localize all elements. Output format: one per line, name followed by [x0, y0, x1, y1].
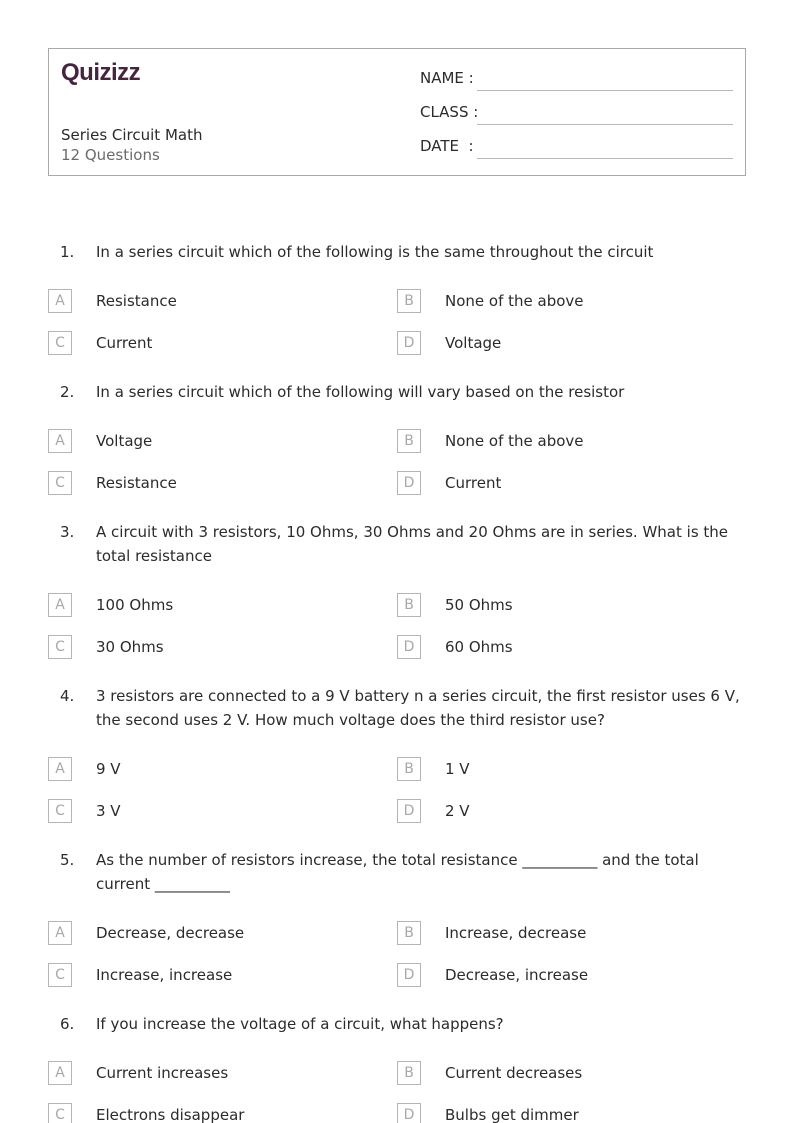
option-text: 60 Ohms — [445, 638, 513, 656]
option-letter-box: B — [397, 593, 421, 617]
option-text: Resistance — [96, 474, 177, 492]
option-letter-box: C — [48, 963, 72, 987]
option-text: Decrease, decrease — [96, 924, 245, 942]
option-text: Current — [445, 474, 502, 492]
question-count: 12 Questions — [61, 146, 160, 164]
question-number: 3. — [60, 523, 75, 541]
option-letter-box: C — [48, 331, 72, 355]
option-letter-box: D — [397, 331, 421, 355]
option-text: None of the above — [445, 432, 584, 450]
option-text: 30 Ohms — [96, 638, 164, 656]
option-letter-box: A — [48, 429, 72, 453]
option-text: Current — [96, 334, 153, 352]
question-number: 2. — [60, 383, 75, 401]
option-text: 100 Ohms — [96, 596, 174, 614]
date-field[interactable] — [420, 135, 733, 159]
question-text: 3 resistors are connected to a 9 V battery n a series circuit, the first resistor uses 6 V, the second uses 2 V. How much voltage does the third resistor use? — [96, 687, 740, 729]
option-letter-box: D — [397, 1103, 421, 1123]
option-letter-box: A — [48, 921, 72, 945]
worksheet-title: Series Circuit Math — [61, 126, 203, 144]
option-text: 50 Ohms — [445, 596, 513, 614]
question-text: A circuit with 3 resistors, 10 Ohms, 30 Ohms and 20 Ohms are in series. What is the total resistance — [96, 523, 729, 565]
option-text: Current decreases — [445, 1064, 583, 1082]
option-letter-box: D — [397, 799, 421, 823]
option-text: Increase, increase — [96, 966, 233, 984]
option-text: Bulbs get dimmer — [445, 1106, 579, 1123]
option-letter-box: D — [397, 635, 421, 659]
option-letter-box: A — [48, 289, 72, 313]
option-letter-box: C — [48, 471, 72, 495]
option-letter-box: A — [48, 757, 72, 781]
question-text: If you increase the voltage of a circuit, what happens? — [96, 1015, 504, 1033]
class-field[interactable] — [420, 101, 733, 125]
question-number: 4. — [60, 687, 75, 705]
name-line[interactable] — [477, 90, 733, 91]
option-letter-box: C — [48, 635, 72, 659]
option-text: 1 V — [445, 760, 470, 778]
question-text: In a series circuit which of the following will vary based on the resistor — [96, 383, 625, 401]
option-letter-box: A — [48, 1061, 72, 1085]
option-text: Voltage — [445, 334, 502, 352]
name-label: NAME : — [420, 69, 474, 87]
option-text: None of the above — [445, 292, 584, 310]
worksheet-header — [48, 48, 746, 176]
option-text: Resistance — [96, 292, 177, 310]
question-text: As the number of resistors increase, the total resistance __________ and the total current __________ — [96, 851, 699, 893]
option-letter-box: C — [48, 799, 72, 823]
option-letter-box: B — [397, 429, 421, 453]
option-letter-box: D — [397, 963, 421, 987]
name-field[interactable] — [420, 67, 733, 91]
option-text: Voltage — [96, 432, 153, 450]
option-letter-box: B — [397, 1061, 421, 1085]
class-line[interactable] — [477, 124, 733, 125]
option-text: 2 V — [445, 802, 470, 820]
date-label: DATE : — [420, 137, 474, 155]
question-text: In a series circuit which of the following is the same throughout the circuit — [96, 243, 654, 261]
option-letter-box: D — [397, 471, 421, 495]
option-text: Electrons disappear — [96, 1106, 245, 1123]
date-line[interactable] — [477, 158, 733, 159]
question-number: 6. — [60, 1015, 75, 1033]
class-label: CLASS : — [420, 103, 479, 121]
option-letter-box: B — [397, 921, 421, 945]
option-text: Decrease, increase — [445, 966, 589, 984]
option-letter-box: B — [397, 757, 421, 781]
quizizz-logo: Quizizz — [61, 59, 141, 86]
option-text: Current increases — [96, 1064, 229, 1082]
option-letter-box: A — [48, 593, 72, 617]
option-text: Increase, decrease — [445, 924, 587, 942]
question-number: 1. — [60, 243, 75, 261]
option-letter-box: B — [397, 289, 421, 313]
question-number: 5. — [60, 851, 75, 869]
option-text: 3 V — [96, 802, 121, 820]
option-text: 9 V — [96, 760, 121, 778]
option-letter-box: C — [48, 1103, 72, 1123]
